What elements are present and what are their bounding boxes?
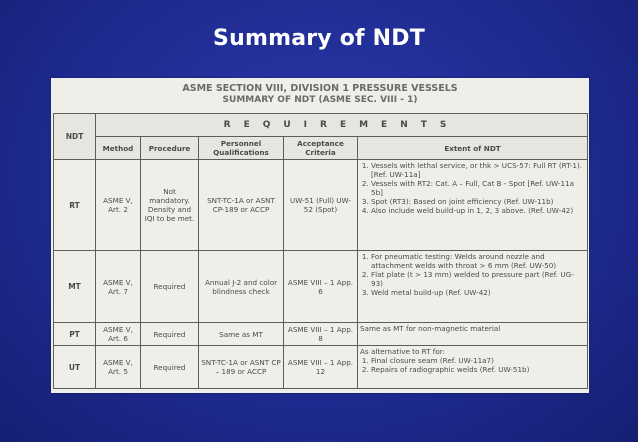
procedure-cell: Required xyxy=(141,251,199,322)
ndt-type-cell: PT xyxy=(54,322,96,345)
document-subheading: SUMMARY OF NDT (ASME SEC. VIII - 1) xyxy=(222,95,418,105)
extent-item: 1. Final closure seam (Ref. UW-11a7) xyxy=(371,356,585,365)
column-header-procedure: Procedure xyxy=(141,137,199,159)
table-row xyxy=(54,346,588,389)
table-row xyxy=(54,251,588,322)
column-header-acceptance: Acceptance Criteria xyxy=(284,137,358,159)
extent-item: 2. Vessels with RT2: Cat. A – Full, Cat B - Spot [Ref. UW-11a 5b] xyxy=(371,179,585,197)
extent-cell xyxy=(358,346,588,389)
ndt-type-cell: MT xyxy=(54,251,96,322)
extent-item: 3. Spot (RT3): Based on joint efficiency (Ref. UW-11b) xyxy=(371,197,585,206)
procedure-cell: Not mandatory. Density and IQI to be met. xyxy=(141,159,199,251)
method-cell: ASME V, Art. 2 xyxy=(96,159,141,251)
procedure-cell: Required xyxy=(141,322,199,345)
scanned-document xyxy=(51,78,589,393)
method-cell: ASME V, Art. 7 xyxy=(96,251,141,322)
method-cell: ASME V, Art. 5 xyxy=(96,346,141,389)
table-row xyxy=(54,159,588,251)
acceptance-cell: ASME VIII – 1 App. 8 xyxy=(284,322,358,345)
slide-title: Summary of NDT xyxy=(213,26,425,51)
ndt-summary-table xyxy=(53,113,588,389)
personnel-cell: SNT-TC-1A or ASNT CP-189 or ACCP xyxy=(199,159,284,251)
extent-cell: Same as MT for non-magnetic material xyxy=(358,322,588,345)
ndt-type-cell: UT xyxy=(54,346,96,389)
extent-intro: As alternative to RT for: xyxy=(360,347,445,357)
procedure-cell: Required xyxy=(141,346,199,389)
column-header-method: Method xyxy=(96,137,141,159)
column-header-extent: Extent of NDT xyxy=(358,137,588,159)
extent-item: 4. Also include weld build-up in 1, 2, 3 above. (Ref. UW-42) xyxy=(371,206,585,215)
method-cell: ASME V, Art. 6 xyxy=(96,322,141,345)
personnel-cell: Annual J-2 and color blindness check xyxy=(199,251,284,322)
extent-cell xyxy=(358,251,588,322)
extent-cell xyxy=(358,159,588,251)
extent-item: 3. Weld metal build-up (Ref. UW-42) xyxy=(371,288,585,297)
acceptance-cell: ASME VIII – 1 App. 12 xyxy=(284,346,358,389)
document-heading: ASME SECTION VIII, DIVISION 1 PRESSURE VESSELS xyxy=(182,83,458,94)
personnel-cell: SNT-TC-1A or ASNT CP – 189 or ACCP xyxy=(199,346,284,389)
extent-item: 1. For pneumatic testing: Welds around nozzle and attachment welds with throat > 6 mm (Ref. UW-50) xyxy=(371,252,585,270)
extent-item: 2. Repairs of radiographic welds (Ref. UW-51b) xyxy=(371,365,585,374)
requirements-header: REQUIREMENTS xyxy=(96,114,588,137)
acceptance-cell: ASME VIII – 1 App. 6 xyxy=(284,251,358,322)
ndt-type-cell: RT xyxy=(54,159,96,251)
table-row xyxy=(54,322,588,345)
extent-item: 1. Vessels with lethal service, or thk > UCS-57: Full RT (RT-1). [Ref. UW-11a] xyxy=(371,161,585,179)
personnel-cell: Same as MT xyxy=(199,322,284,345)
extent-item: 2. Flat plate (t > 13 mm) welded to pressure part (Ref. UG-93) xyxy=(371,270,585,288)
ndt-header: NDT xyxy=(54,114,96,160)
column-header-personnel: Personnel Qualifications xyxy=(199,137,284,159)
acceptance-cell: UW-51 (Full) UW-52 (Spot) xyxy=(284,159,358,251)
